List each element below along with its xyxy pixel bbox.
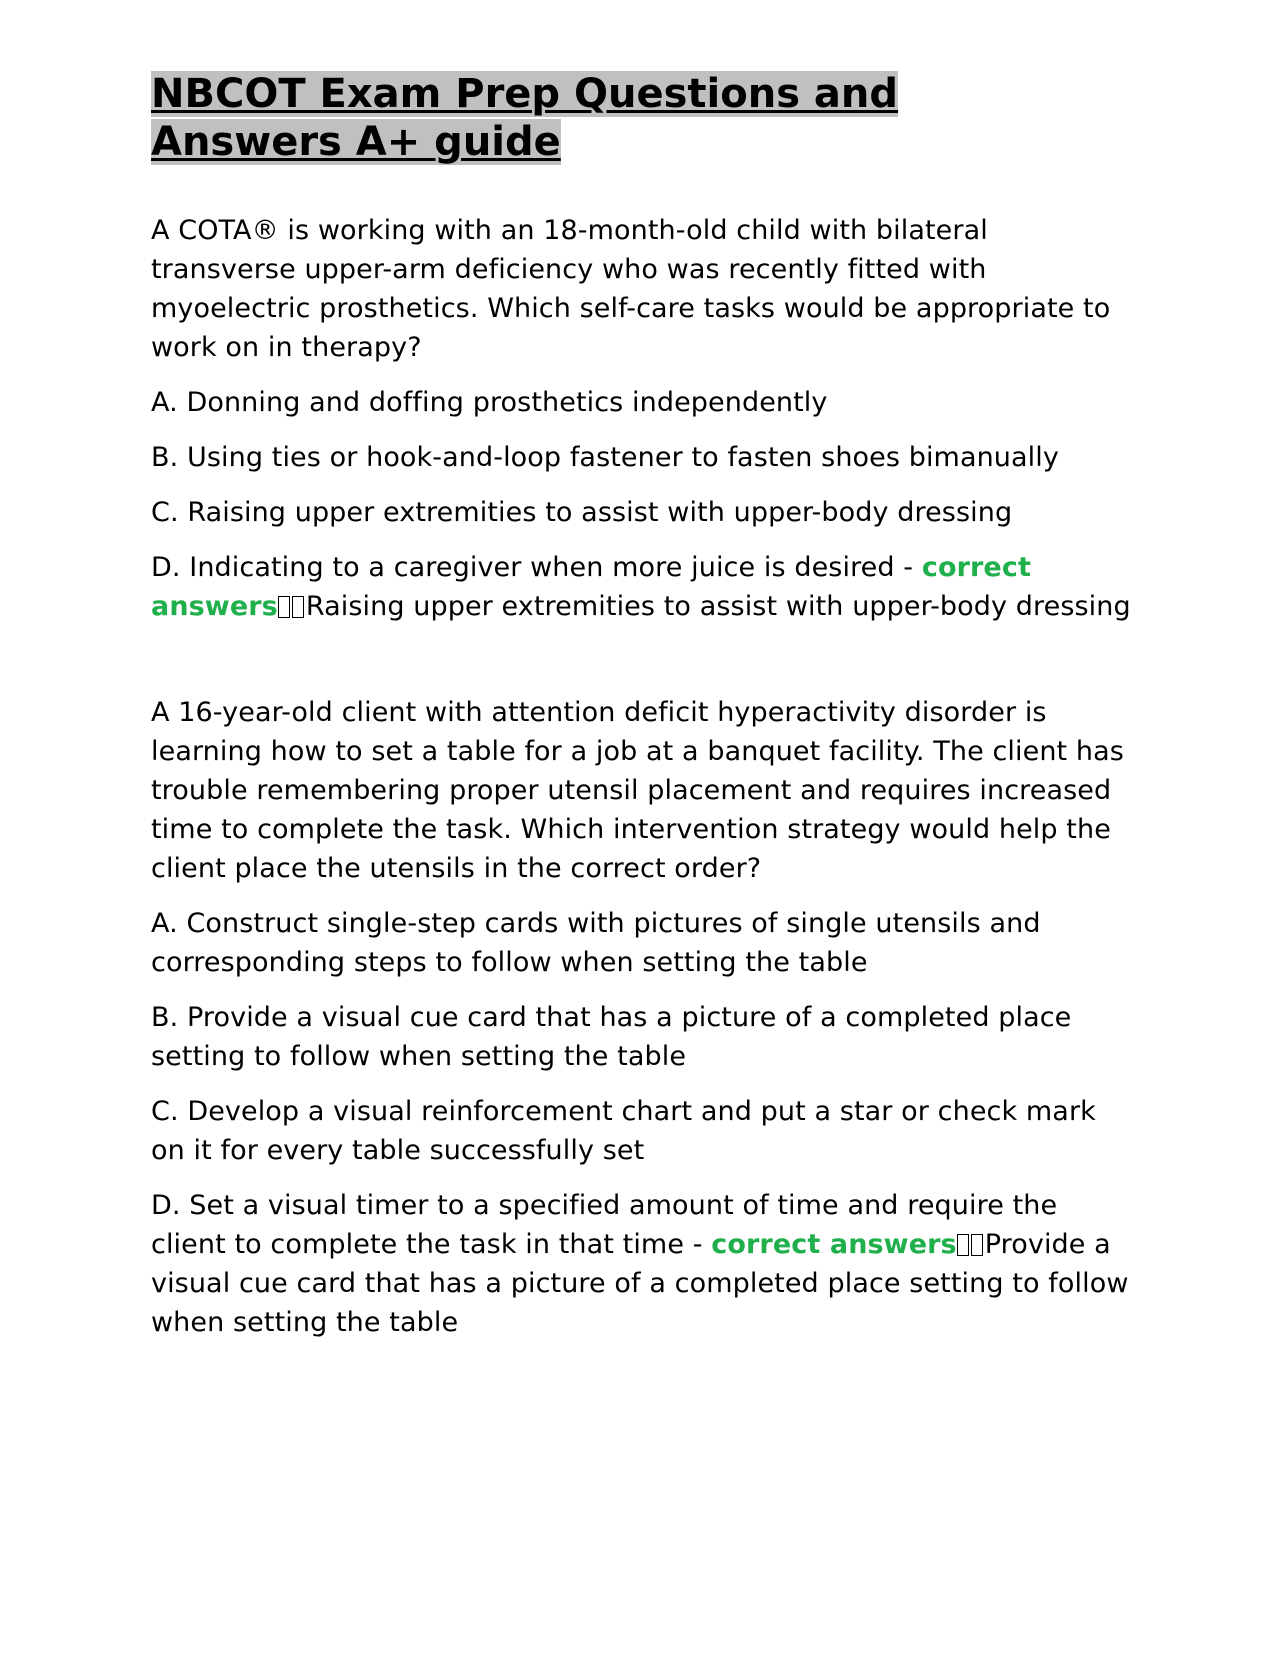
option-d-with-answer	[151, 548, 1136, 626]
correct-answers-label: correct answers	[711, 1229, 957, 1260]
question-stem: A 16-year-old client with attention deficit hyperactivity disorder is learning how to set a table for a job at a banquet facility. The client has trouble remembering proper utensil placement and requires increased time to complete the task. Which intervention strategy would help the client place the utensils in the correct order?	[151, 697, 1124, 884]
title-line-1: NBCOT Exam Prep Questions and	[151, 71, 899, 117]
question-1	[151, 211, 1136, 626]
document-page	[151, 70, 1136, 1342]
correct-answers-label: correct answers	[151, 552, 1031, 622]
option-a: A. Donning and doffing prosthetics independently	[151, 387, 828, 418]
question-stem: A COTA® is working with an 18-month-old child with bilateral transverse upper-arm deficiency who was recently fitted with myoelectric prosthetics. Which self-care tasks would be appropriate to work on in therapy?	[151, 215, 1111, 363]
option-d: D. Set a visual timer to a specified amount of time and require the client to complete the task in that time -	[151, 1190, 1058, 1260]
option-d-with-answer	[151, 1186, 1136, 1342]
answer-text: Provide a visual cue card that has a picture of a completed place setting to follow when setting the table	[151, 1229, 1129, 1338]
document-title	[151, 70, 1136, 166]
option-b: B. Using ties or hook-and-loop fastener to fasten shoes bimanually	[151, 442, 1059, 473]
option-c: C. Raising upper extremities to assist with upper-body dressing	[151, 497, 1013, 528]
missing-glyph-icon	[278, 591, 306, 622]
title-line-2: Answers A+ guide	[151, 119, 561, 165]
option-b: B. Provide a visual cue card that has a picture of a completed place setting to follow when setting the table	[151, 1002, 1072, 1072]
missing-glyph-icon	[957, 1229, 985, 1260]
option-c: C. Develop a visual reinforcement chart and put a star or check mark on it for every table successfully set	[151, 1096, 1096, 1166]
answer-text: Raising upper extremities to assist with upper-body dressing	[305, 591, 1131, 622]
option-a: A. Construct single-step cards with pictures of single utensils and corresponding steps to follow when setting the table	[151, 908, 1041, 978]
question-2	[151, 693, 1136, 1342]
option-d: D. Indicating to a caregiver when more juice is desired -	[151, 552, 922, 583]
